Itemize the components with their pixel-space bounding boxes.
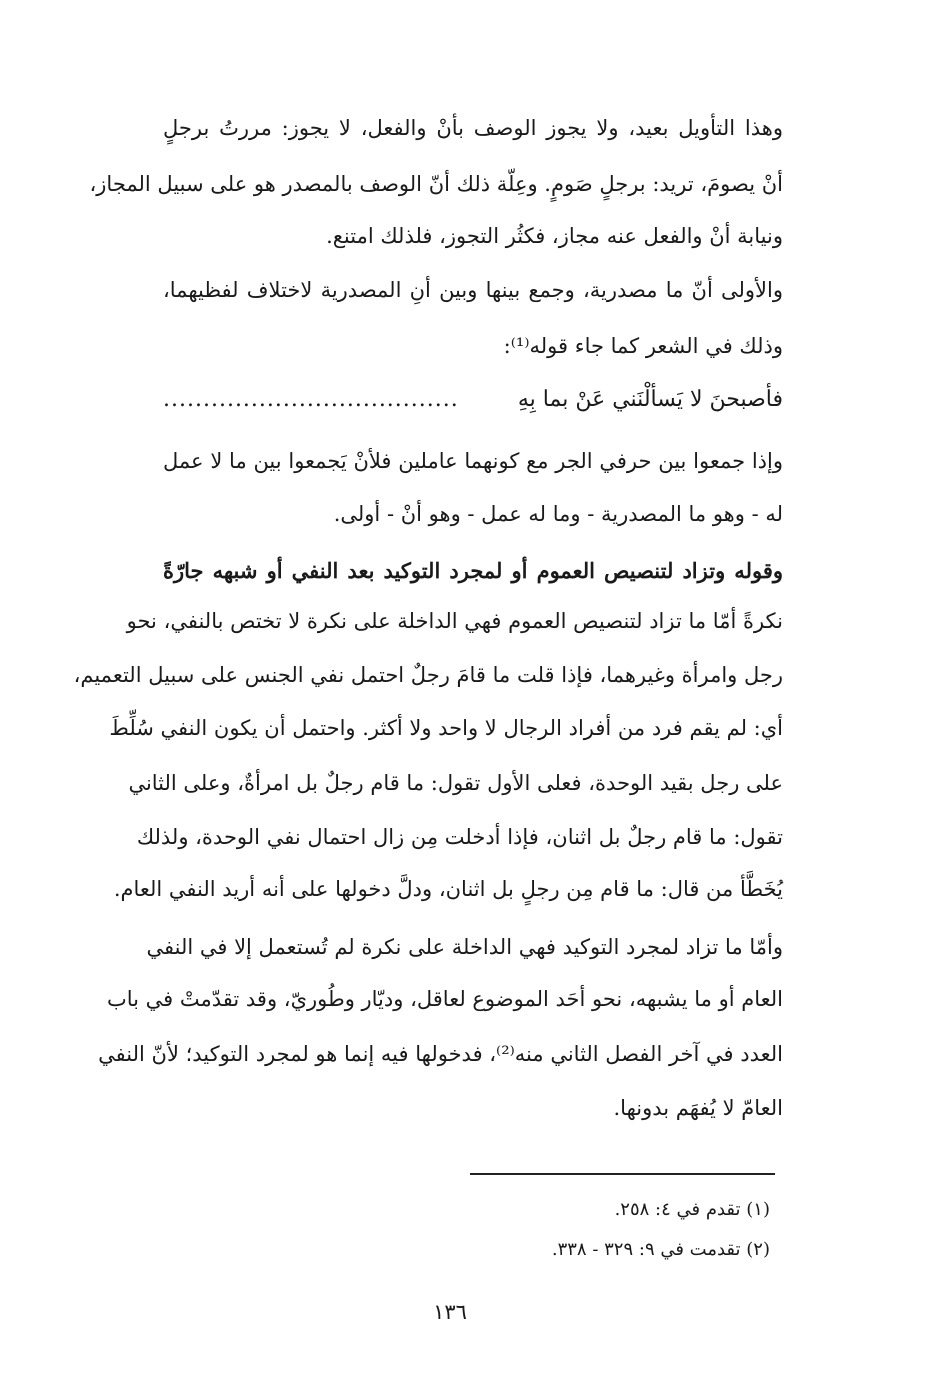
text-line: وهذا التأويل بعيد، ولا يجوز الوصف بأنْ والفعل، لا يجوز: مررتُ برجلٍ xyxy=(163,116,783,140)
poem-hemistich: فأصبحنَ لا يَسألْنَني عَنْ بما بِهِ xyxy=(517,387,783,412)
footnote-rule xyxy=(470,1173,775,1175)
text-line: وإذا جمعوا بين حرفي الجر مع كونهما عاملين فلأنْ يَجمعوا بين ما لا عمل xyxy=(163,449,783,473)
text-line: وذلك في الشعر كما جاء قوله⁽¹⁾: xyxy=(503,334,783,358)
text-line: رجل وامرأة وغيرهما، فإذا قلت ما قامَ رجلٌ احتمل نفي الجنس على سبيل التعميم، xyxy=(73,663,783,687)
poem-verse xyxy=(163,385,783,415)
poem-ellipsis: ..................................... xyxy=(163,387,459,412)
page-number: ١٣٦ xyxy=(433,1300,467,1324)
text-line: تقول: ما قام رجلٌ بل اثنان، فإذا أدخلت مِن زال احتمال نفي الوحدة، ولذلك xyxy=(136,825,783,849)
text-line: وأمّا ما تزاد لمجرد التوكيد فهي الداخلة على نكرة لم تُستعمل إلا في النفي xyxy=(146,935,783,959)
text-line: أنْ يصومَ، تريد: برجلٍ صَومٍ. وعِلّة ذلك أنّ الوصف بالمصدر هو على سبيل المجاز، xyxy=(89,172,783,196)
quoted-rule-line: وقوله وتزاد لتنصيص العموم أو لمجرد التوكيد بعد النفي أو شبهه جارّةً xyxy=(163,558,783,583)
text-line: العامّ لا يُفهَم بدونها. xyxy=(613,1096,783,1120)
text-line: العدد في آخر الفصل الثاني منه⁽²⁾، فدخولها فيه إنما هو لمجرد التوكيد؛ لأنّ النفي xyxy=(98,1042,783,1066)
footnote: (١) تقدم في ٤: ٢٥٨. xyxy=(614,1199,770,1220)
text-line: له - وهو ما المصدرية - وما له عمل - وهو أنْ - أولى. xyxy=(333,502,783,526)
text-line: ونيابة أنْ والفعل عنه مجاز، فكثُر التجوز، فلذلك امتنع. xyxy=(326,224,783,248)
text-line: على رجل بقيد الوحدة، فعلى الأول تقول: ما قام رجلٌ بل امرأةٌ، وعلى الثاني xyxy=(128,771,783,795)
text-line: والأولى أنّ ما مصدرية، وجمع بينها وبين أنِ المصدرية لاختلاف لفظيهما، xyxy=(163,278,783,302)
text-line: نكرةً أمّا ما تزاد لتنصيص العموم فهي الداخلة على نكرة لا تختص بالنفي، نحو xyxy=(126,609,783,633)
footnote: (٢) تقدمت في ٩: ٣٢٩ - ٣٣٨. xyxy=(551,1239,770,1260)
text-line: يُخَطَّأ من قال: ما قام مِن رجلٍ بل اثنان، ودلَّ دخولها على أنه أريد النفي العام. xyxy=(113,877,783,901)
text-line: أي: لم يقم فرد من أفراد الرجال لا واحد ولا أكثر. واحتمل أن يكون النفي سُلِّطَ xyxy=(109,716,783,740)
text-line: العام أو ما يشبهه، نحو أحَد الموضوع لعاقل، وديّار وطُوريّ، وقد تقدّمتْ في باب xyxy=(106,987,783,1011)
